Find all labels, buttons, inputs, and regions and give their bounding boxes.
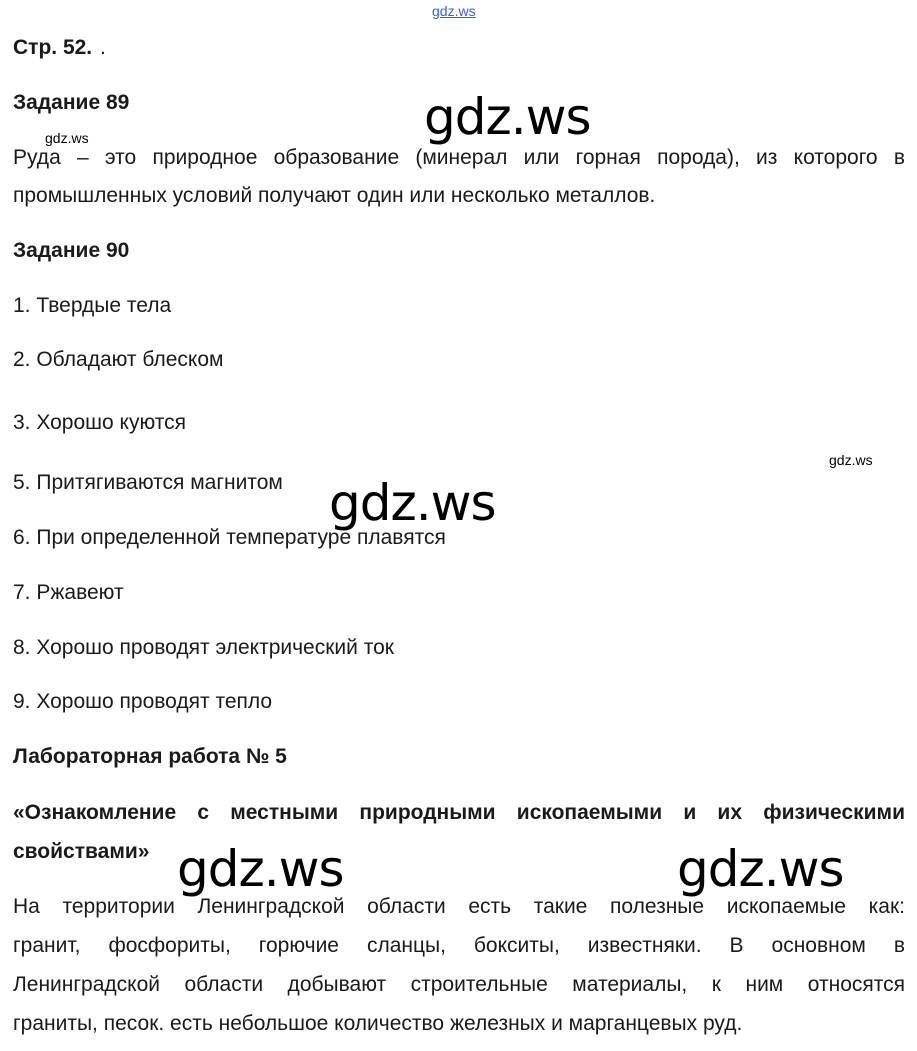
task-90-item-7: 7. Ржавеют	[13, 581, 124, 604]
watermark-large-3: gdz.ws	[177, 840, 344, 898]
page-reference-mark: .	[99, 36, 106, 59]
task-89-title: Задание 89	[13, 91, 130, 114]
task-90-item-3: 3. Хорошо куются	[13, 411, 186, 434]
task-89-text-line-1: Руда – это природное образование (минерал или горная порода), из которого в	[13, 146, 905, 169]
task-90-item-9: 9. Хорошо проводят тепло	[13, 690, 273, 713]
lab-text-line-3: Ленинградской области добывают строительные материалы, к ним относятся	[13, 973, 905, 996]
lab-text-line-2: гранит, фосфориты, горючие сланцы, бокситы, известняки. В основном в	[13, 934, 905, 957]
watermark-small-2: gdz.ws	[829, 452, 873, 468]
watermark-large-4: gdz.ws	[677, 840, 844, 898]
lab-text-line-1: На территории Ленинградской области есть такие полезные ископаемые как:	[13, 895, 905, 918]
task-90-title: Задание 90	[13, 239, 130, 262]
lab-subtitle-line-2: свойствами»	[13, 840, 150, 863]
watermark-large-1: gdz.ws	[424, 88, 591, 146]
task-90-item-1: 1. Твердые тела	[13, 294, 172, 317]
lab-subtitle-line-1: «Ознакомление с местными природными ископаемыми и их физическими	[13, 801, 905, 824]
lab-text-line-4: граниты, песок. есть небольшое количество железных и марганцевых руд.	[13, 1012, 743, 1035]
task-89-text-line-2: промышленных условий получают один или несколько металлов.	[13, 184, 656, 207]
watermark-small-1: gdz.ws	[45, 130, 89, 146]
page-reference	[13, 34, 106, 62]
watermark-top[interactable]: gdz.ws	[432, 3, 476, 19]
task-90-item-8: 8. Хорошо проводят электрический ток	[13, 636, 394, 659]
task-90-item-6: 6. При определенной температуре плавятся	[13, 526, 446, 549]
task-90-item-5: 5. Притягиваются магнитом	[13, 471, 283, 494]
watermark-large-2: gdz.ws	[329, 474, 496, 532]
page-reference-text: Стр. 52.	[13, 36, 93, 59]
lab-title: Лабораторная работа № 5	[13, 745, 287, 768]
task-90-item-2: 2. Обладают блеском	[13, 348, 224, 371]
